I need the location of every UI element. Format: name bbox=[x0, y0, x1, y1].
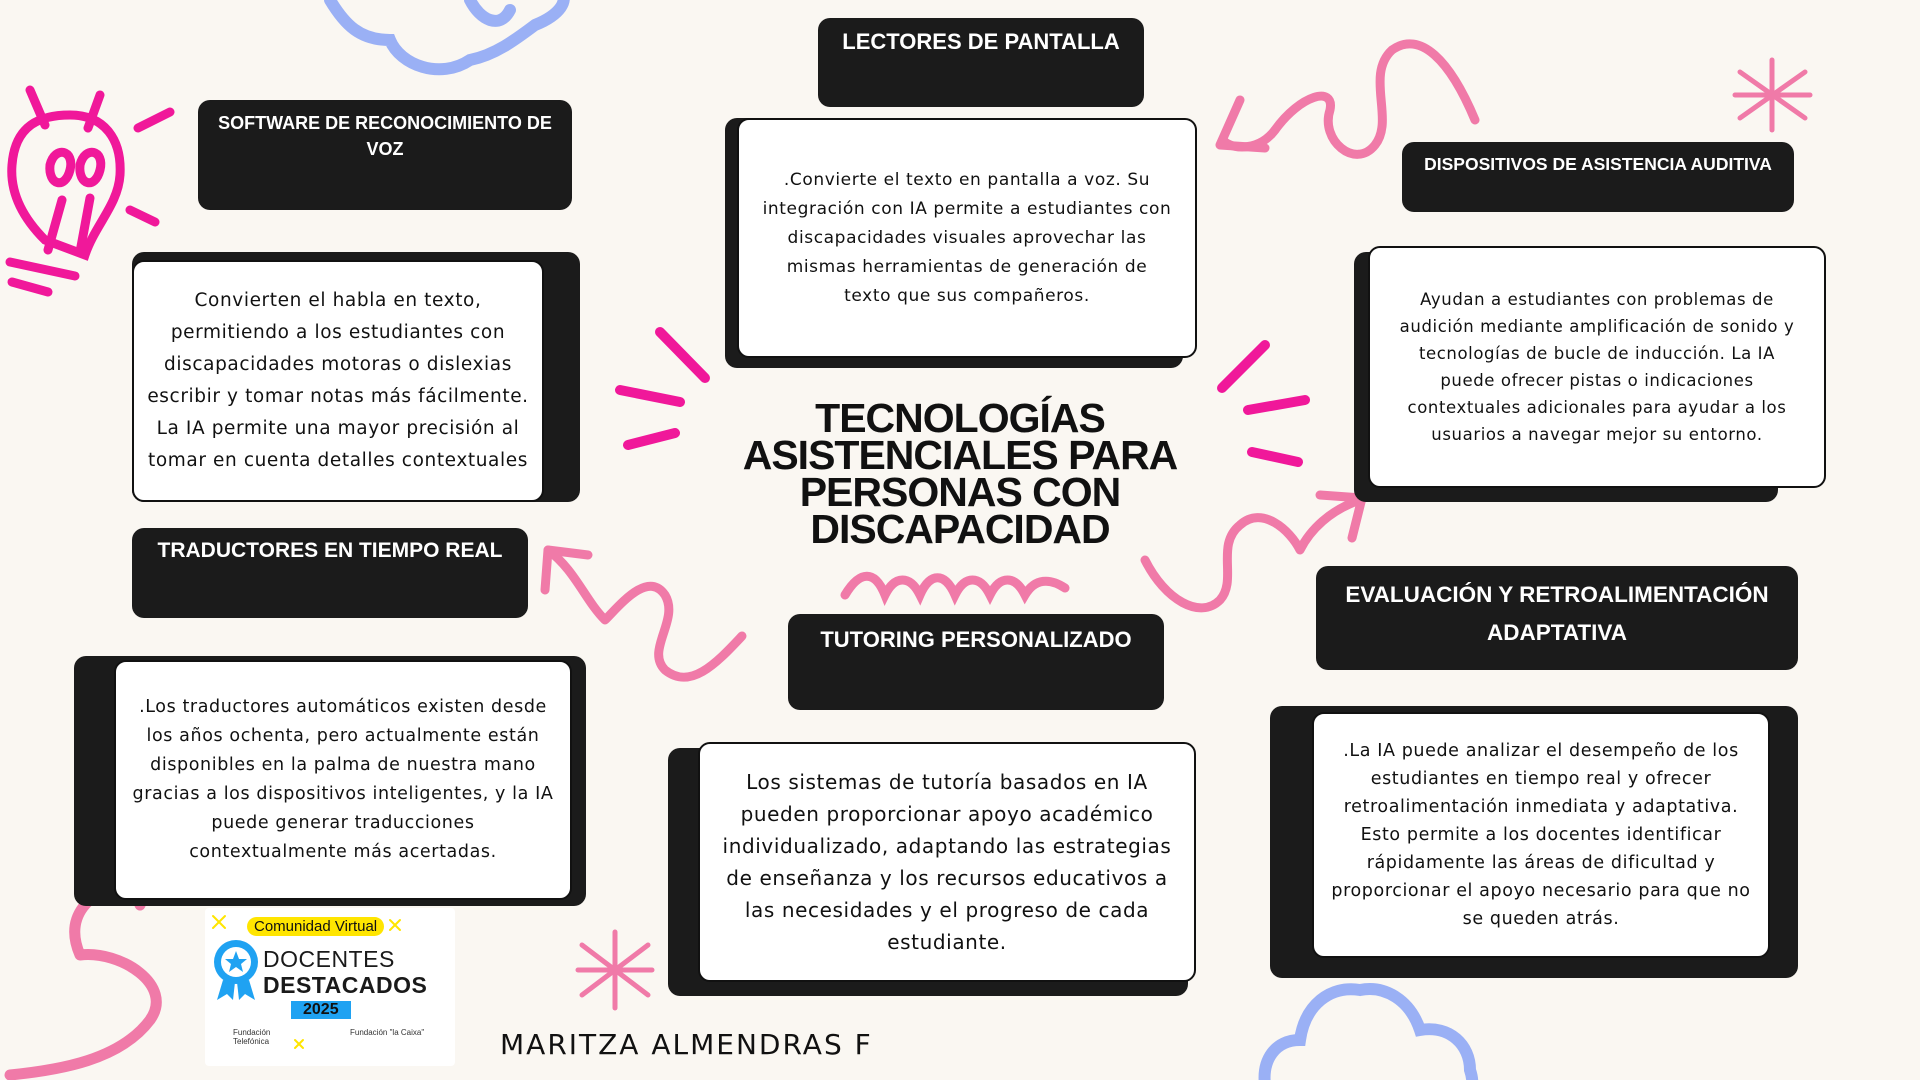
sparkle-icon bbox=[1735, 60, 1810, 130]
node-title-evaluacion: EVALUACIÓN Y RETROALIMENTACIÓN ADAPTATIVA bbox=[1316, 566, 1798, 670]
node-title-tutoring: TUTORING PERSONALIZADO bbox=[788, 614, 1164, 710]
node-title-asistencia-auditiva: DISPOSITIVOS DE ASISTENCIA AUDITIVA bbox=[1402, 142, 1794, 212]
node-card-asistencia-auditiva bbox=[1354, 252, 1795, 502]
burst-lines-left bbox=[620, 332, 705, 445]
node-title-traductores: TRADUCTORES EN TIEMPO REAL bbox=[132, 528, 528, 618]
node-card-tutoring bbox=[668, 748, 1188, 996]
squiggle-underline bbox=[845, 576, 1065, 595]
node-description-tutoring: Los sistemas de tutoría basados en IA pueden proporcionar apoyo académico individualizado, adaptando las estrategias de enseñanza y los recursos educativos a las necesidades y el progreso de cada estudiante. bbox=[698, 742, 1196, 982]
node-description-lectores-pantalla: .Convierte el texto en pantalla a voz. Su integración con IA permite a estudiantes con discapacidades visuales aprovechar las mismas herramientas de generación de texto que sus compañeros. bbox=[737, 118, 1197, 358]
main-title: TECNOLOGÍAS ASISTENCIALES PARA PERSONAS CON DISCAPACIDAD bbox=[742, 395, 1178, 552]
la-caixa-logo: Fundación "la Caixa" bbox=[350, 1028, 425, 1037]
cloud-icon bbox=[1265, 989, 1473, 1080]
node-card-evaluacion bbox=[1270, 706, 1798, 978]
squiggle-arrow-icon bbox=[1220, 44, 1475, 154]
node-card-reconocimiento-voz bbox=[132, 252, 580, 502]
badge-tag: Comunidad Virtual bbox=[247, 917, 384, 936]
node-description-asistencia-auditiva: Ayudan a estudiantes con problemas de audición mediante amplificación de sonido y tecnologías de bucle de inducción. La IA puede ofrecer pistas o indicaciones contextuales adicionales para ayudar a los usuarios a navegar mejor su entorno. bbox=[1368, 246, 1826, 488]
cloud-icon bbox=[330, 0, 564, 69]
node-card-lectores-pantalla bbox=[725, 118, 1183, 368]
docentes-destacados-badge bbox=[205, 908, 455, 1066]
telefonica-logo: Fundación Telefónica bbox=[233, 1028, 271, 1046]
node-title-reconocimiento-voz: SOFTWARE DE RECONOCIMIENTO DE VOZ bbox=[198, 100, 572, 210]
node-title-lectores-pantalla: LECTORES DE PANTALLA bbox=[818, 18, 1144, 107]
author-name: MARITZA ALMENDRAS F bbox=[500, 1028, 873, 1061]
node-card-traductores bbox=[74, 656, 586, 906]
badge-line1: DOCENTES bbox=[263, 946, 395, 972]
sparkle-icon bbox=[205, 908, 455, 1066]
node-description-evaluacion: .La IA puede analizar el desempeño de los estudiantes en tiempo real y ofrecer retroalimentación inmediata y adaptativa. Esto permite a los docentes identificar rápidamente las áreas de dificultad y proporcionar el apoyo necesario para que no se queden atrás. bbox=[1312, 712, 1770, 958]
node-description-traductores: .Los traductores automáticos existen desde los años ochenta, pero actualmente están disponibles en la palma de nuestra mano gracias a los dispositivos inteligentes, y la IA puede generar traducciones contextualmente más acertadas. bbox=[114, 660, 572, 900]
burst-lines-right bbox=[1222, 345, 1305, 462]
sparkle-icon bbox=[578, 932, 652, 1008]
node-description-reconocimiento-voz: Convierten el habla en texto, permitiendo a los estudiantes con discapacidades motoras o dislexias escribir y tomar notas más fácilmente. La IA permite una mayor precisión al tomar en cuenta detalles contextuales bbox=[132, 260, 544, 502]
badge-year: 2025 bbox=[291, 1001, 351, 1019]
badge-line2: DESTACADOS bbox=[263, 972, 428, 998]
